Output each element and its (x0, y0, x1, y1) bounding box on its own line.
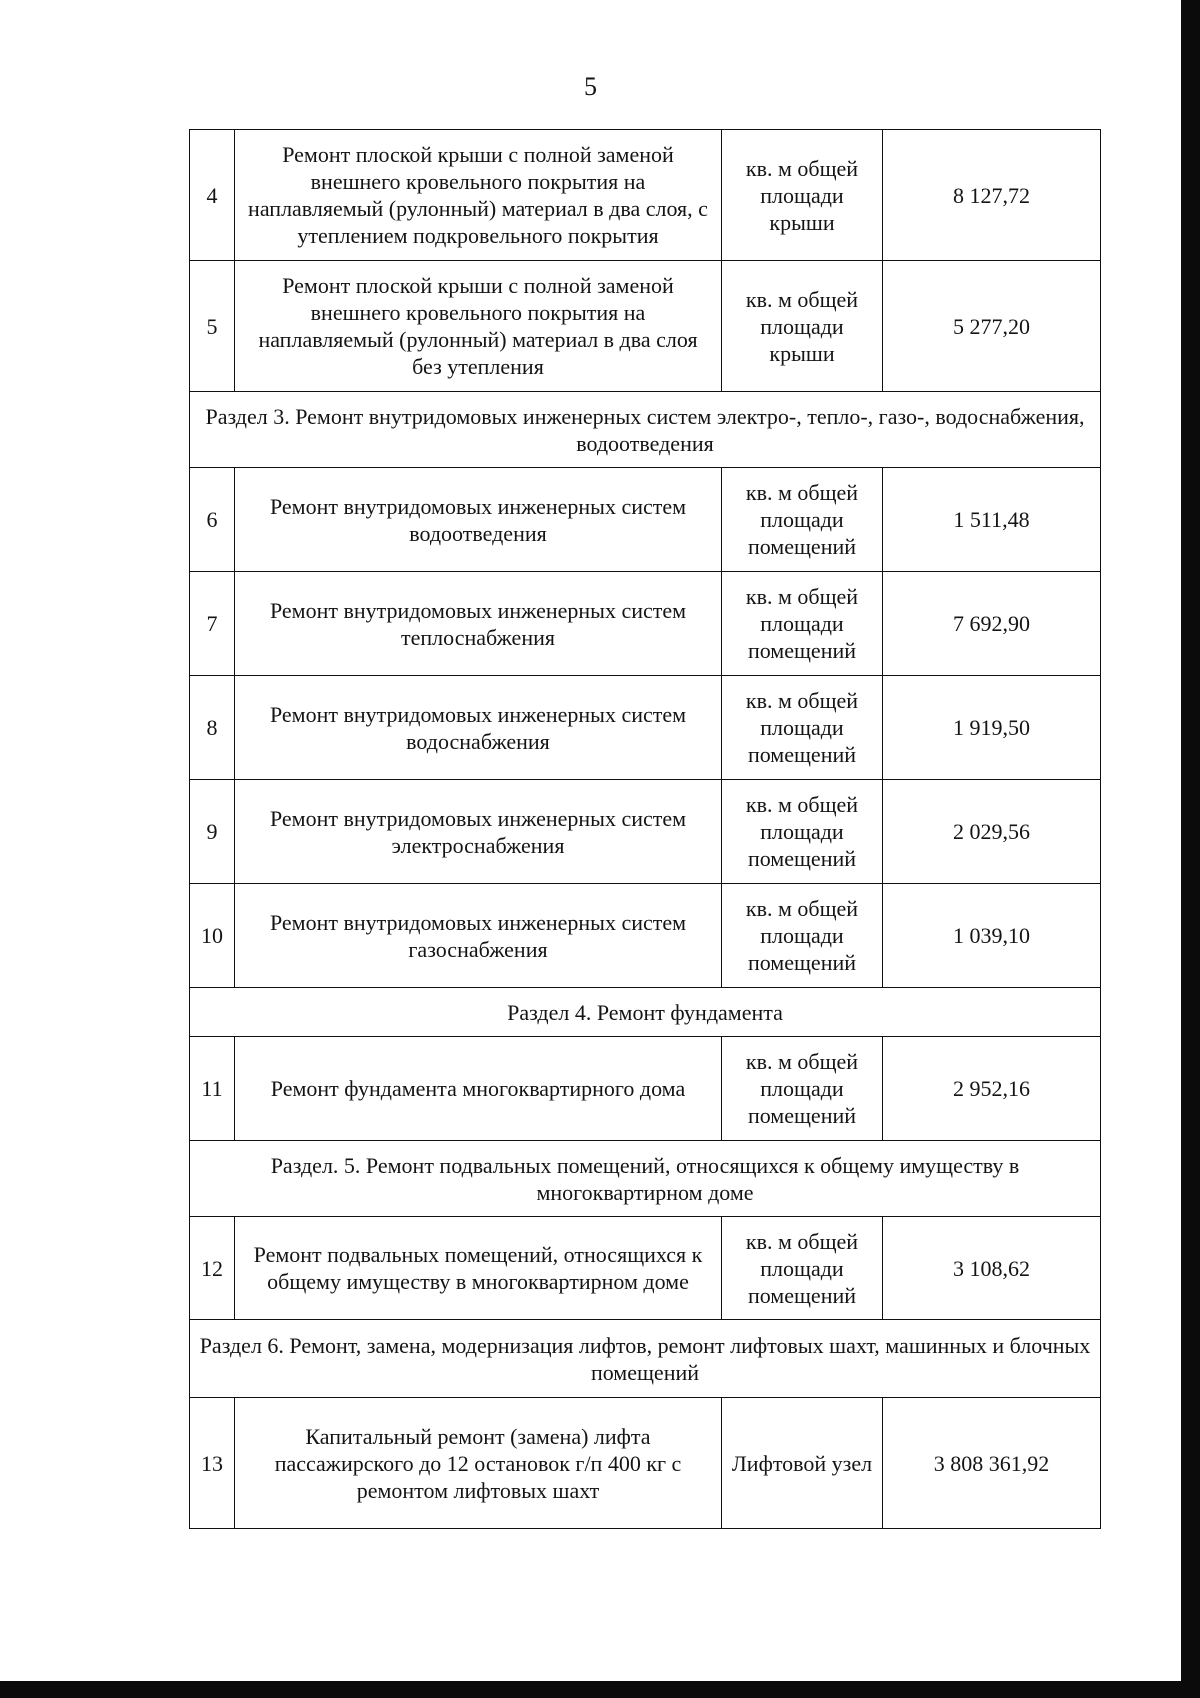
section-header-row (190, 988, 1101, 1037)
cost-value: 3 108,62 (883, 1217, 1101, 1320)
section-title: Раздел 3. Ремонт внутридомовых инженерных систем электро-, тепло-, газо-, водоснабжения, водоотведения (190, 392, 1101, 468)
unit-of-measure: кв. м общей площади помещений (722, 780, 883, 884)
unit-of-measure: Лифтовой узел (722, 1398, 883, 1529)
row-number: 12 (190, 1217, 235, 1320)
section-title: Раздел 6. Ремонт, замена, модернизация лифтов, ремонт лифтовых шахт, машинных и блочных помещений (190, 1320, 1101, 1398)
row-number: 4 (190, 130, 235, 261)
row-number: 8 (190, 676, 235, 780)
work-description: Ремонт внутридомовых инженерных систем газоснабжения (235, 884, 722, 988)
unit-of-measure: кв. м общей площади помещений (722, 676, 883, 780)
cost-value: 2 029,56 (883, 780, 1101, 884)
table-row (190, 572, 1101, 676)
work-description: Ремонт фундамента многоквартирного дома (235, 1037, 722, 1141)
cost-value: 7 692,90 (883, 572, 1101, 676)
page-number: 5 (584, 72, 597, 101)
section-header-row (190, 392, 1101, 468)
unit-of-measure: кв. м общей площади крыши (722, 261, 883, 392)
work-description: Капитальный ремонт (замена) лифта пассажирского до 12 остановок г/п 400 кг с ремонтом лифтовых шахт (235, 1398, 722, 1529)
work-description: Ремонт плоской крыши с полной заменой внешнего кровельного покрытия на наплавляемый (рулонный) материал в два слоя, с утеплением подкровельного покрытия (235, 130, 722, 261)
cost-value: 2 952,16 (883, 1037, 1101, 1141)
table-row (190, 130, 1101, 261)
table-row (190, 1037, 1101, 1141)
unit-of-measure: кв. м общей площади помещений (722, 884, 883, 988)
row-number: 10 (190, 884, 235, 988)
table-row (190, 468, 1101, 572)
row-number: 13 (190, 1398, 235, 1529)
work-description: Ремонт внутридомовых инженерных систем теплоснабжения (235, 572, 722, 676)
cost-value: 1 039,10 (883, 884, 1101, 988)
cost-value: 1 919,50 (883, 676, 1101, 780)
works-table (189, 129, 1101, 1529)
cost-value: 1 511,48 (883, 468, 1101, 572)
cost-value: 3 808 361,92 (883, 1398, 1101, 1529)
section-title: Раздел. 5. Ремонт подвальных помещений, относящихся к общему имуществу в многоквартирном доме (190, 1141, 1101, 1217)
work-description: Ремонт плоской крыши с полной заменой внешнего кровельного покрытия на наплавляемый (рулонный) материал в два слоя без утепления (235, 261, 722, 392)
work-description: Ремонт внутридомовых инженерных систем водоотведения (235, 468, 722, 572)
row-number: 5 (190, 261, 235, 392)
unit-of-measure: кв. м общей площади крыши (722, 130, 883, 261)
section-header-row (190, 1141, 1101, 1217)
table-row (190, 261, 1101, 392)
section-title: Раздел 4. Ремонт фундамента (190, 988, 1101, 1037)
work-description: Ремонт внутридомовых инженерных систем водоснабжения (235, 676, 722, 780)
row-number: 6 (190, 468, 235, 572)
table-row (190, 676, 1101, 780)
table-row (190, 1398, 1101, 1529)
row-number: 11 (190, 1037, 235, 1141)
row-number: 7 (190, 572, 235, 676)
table-row (190, 1217, 1101, 1320)
work-description: Ремонт подвальных помещений, относящихся к общему имуществу в многоквартирном доме (235, 1217, 722, 1320)
unit-of-measure: кв. м общей площади помещений (722, 1217, 883, 1320)
table-row (190, 884, 1101, 988)
cost-value: 5 277,20 (883, 261, 1101, 392)
section-header-row (190, 1320, 1101, 1398)
unit-of-measure: кв. м общей площади помещений (722, 468, 883, 572)
unit-of-measure: кв. м общей площади помещений (722, 572, 883, 676)
table-row (190, 780, 1101, 884)
work-description: Ремонт внутридомовых инженерных систем электроснабжения (235, 780, 722, 884)
cost-value: 8 127,72 (883, 130, 1101, 261)
row-number: 9 (190, 780, 235, 884)
unit-of-measure: кв. м общей площади помещений (722, 1037, 883, 1141)
